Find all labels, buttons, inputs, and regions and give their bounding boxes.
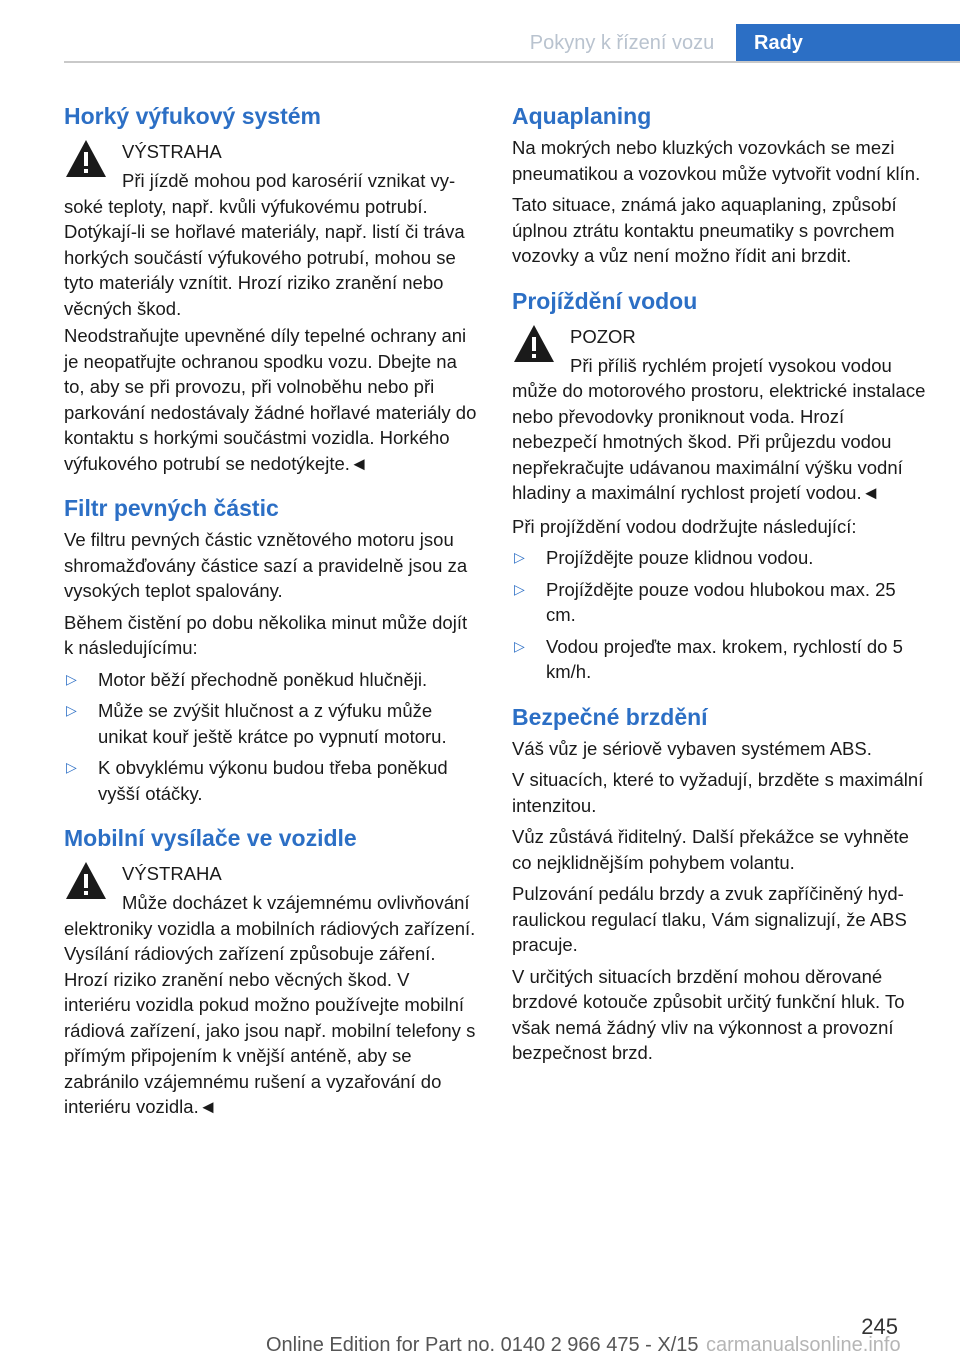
- heading-safe-braking: Bezpečné brzdění: [512, 703, 708, 730]
- list-item: ▷ K obvyklému výkonu budou třeba poněkud vyšší otáčky.: [64, 755, 478, 806]
- paragraph: Váš vůz je sériově vybaven systémem ABS.: [512, 737, 872, 759]
- left-column: [64, 100, 478, 1120]
- warning-block-mobile: [64, 859, 478, 1120]
- paragraph: Na mokrých nebo kluzkých vozovkách se mezi pneumatikou a vozovkou může vytvořit vodní klín.: [512, 137, 921, 184]
- heading-aquaplaning: Aquaplaning: [512, 103, 652, 129]
- list-item: ▷ Motor běží přechodně poněkud hlučněji.: [64, 667, 478, 693]
- header-section-tab[interactable]: Pokyny k řízení vozu: [529, 32, 715, 54]
- paragraph: Při projíždění vodou dodržujte následující:: [512, 515, 857, 537]
- watermark: carmanualsonline.info: [706, 1334, 901, 1356]
- page-number: 245: [861, 1314, 898, 1339]
- caution-block-water: [512, 322, 930, 506]
- list-item: ▷ Projíždějte pouze vodou hlubokou max. 25 cm.: [512, 577, 930, 628]
- heading-mobile-transmitters: Mobilní vysílače ve vozidle: [64, 825, 357, 851]
- list-item: ▷ Projíždějte pouze klidnou vodou.: [512, 545, 930, 571]
- paragraph: V situacích, které to vyžadují, brzděte s maximální intenzitou.: [512, 769, 924, 816]
- caution-text: Při příliš rychlém projetí vysokou vodou může do motorového prostoru, elektrické instalace nebo převodovky proniknout voda. Hrozí nebezpečí hmotných škod. Při průjezdu vodou nepřekračujte udávanou maximální výšku vodní hladiny a maximální rychlost projetí vodou.◄: [512, 354, 926, 503]
- bullet-list: [64, 667, 478, 807]
- paragraph: Vůz zůstává řiditelný. Další překážce se vyhněte co nejklidnějším pohybem volantu.: [512, 826, 909, 873]
- paragraph: Neodstraňujte upevněné díly tepelné ochrany ani je neopatřujte ochranou spodku vozu. Dbejte na to, aby se při provozu, při volnoběhu nebo při parkování nedostávaly žádné hořlavé materiály do kontaktu s horkými součástmi vozidla. Horkého výfukového potrubí se nedotýkejte.◄: [64, 325, 477, 474]
- warning-block-exhaust: [64, 137, 478, 321]
- warning-triangle-icon: [64, 137, 108, 181]
- list-item: ▷ Může se zvýšit hlučnost a z výfuku může unikat kouř ještě krátce po vypnutí motoru.: [64, 698, 478, 749]
- warning-text: Při jízdě mohou pod karosérií vznikat vysoké teploty, např. kvůli výfukovému potrubí. Dotýkají-li se hořlavé materiály, např. listí či tráva horkých součástí výfukového potrubí, mohou se tyto materiály vznítit. Hrozí riziko zranění nebo věcných škod.: [64, 170, 465, 319]
- warning-label: VÝSTRAHA: [122, 863, 222, 884]
- edition-footer: Online Edition for Part no. 0140 2 966 475 - X/15: [266, 1334, 699, 1356]
- bullet-list: [512, 545, 930, 685]
- warning-triangle-icon: [512, 322, 556, 366]
- warning-label: VÝSTRAHA: [122, 141, 222, 162]
- paragraph: Pulzování pedálu brzdy a zvuk zapříčiněný hydraulickou regulací tlaku, Vám signalizují, že ABS pracuje.: [512, 883, 907, 955]
- warning-triangle-icon: [64, 859, 108, 903]
- paragraph: Tato situace, známá jako aquaplaning, způsobí úplnou ztrátu kontaktu pneumatiky s povrchem vozovky a vůz není možno řídit ani brzdit.: [512, 194, 897, 266]
- paragraph: Ve filtru pevných částic vznětového motoru jsou shromažďovány částice sazí a pravidelně jsou za vysokých teplot spalovány.: [64, 529, 468, 601]
- caution-label: POZOR: [570, 325, 636, 347]
- heading-hot-exhaust: Horký výfukový systém: [64, 103, 321, 129]
- header-divider: [64, 61, 960, 63]
- header-chapter-tab[interactable]: Rady: [736, 24, 960, 63]
- list-item: ▷ Vodou projeďte max. krokem, rychlostí do 5 km/h.: [512, 634, 930, 685]
- paragraph: V určitých situacích brzdění mohou děrované brzdové kotouče způsobit určitý funkční hluk. To však nemá žádný vliv na výkonnost a provozní bezpečnost brzd.: [512, 965, 905, 1063]
- heading-particle-filter: Filtr pevných částic: [64, 495, 279, 521]
- warning-text: Může docházet k vzájemnému ovlivňování elektroniky vozidla a mobilních rádiových zařízení. Vysílání rádiových zařízení způsobuje záření. Hrozí riziko zranění nebo věcných škod. V interiéru vozidla pokud možno používejte mobilní rádiová zařízení, jako jsou např. mobilní telefony s přímým připojením k vnější anténě, aby se zabránilo vzájemnému rušení a vyzařování do interiéru vozidla.◄: [64, 892, 476, 1117]
- heading-driving-through-water: Projíždění vodou: [512, 287, 698, 314]
- right-column: [512, 100, 930, 1066]
- paragraph: Během čistění po dobu několika minut může dojít k následujícímu:: [64, 611, 468, 658]
